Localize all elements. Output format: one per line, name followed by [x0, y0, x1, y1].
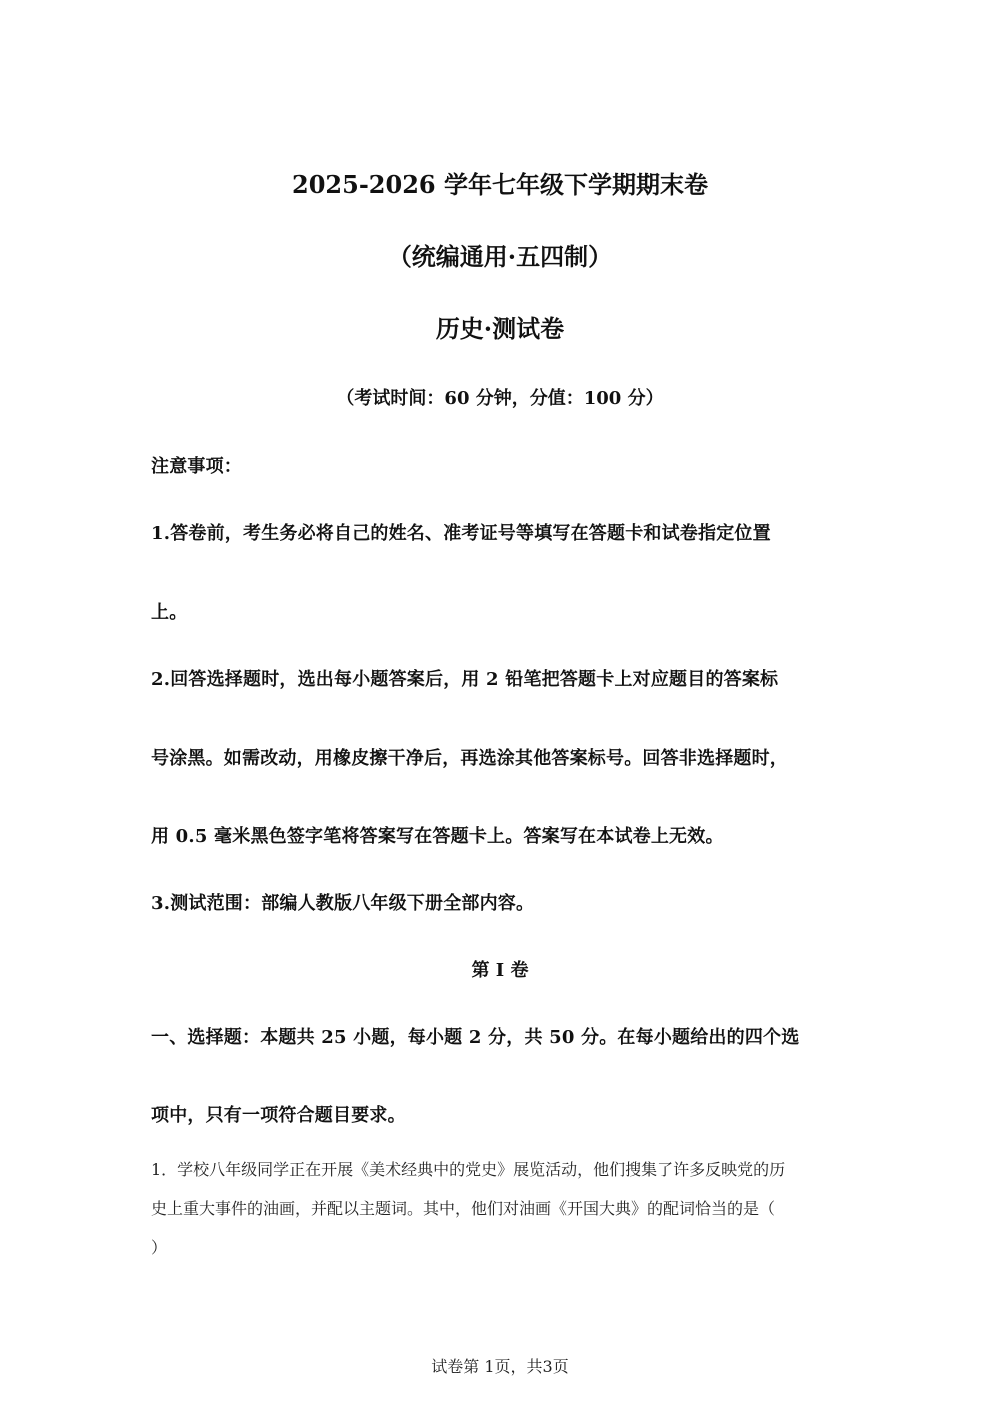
- section-instructions-line-1: 一、选择题：本题共 25 小题，每小题 2 分，共 50 分。在每小题给出的四个选: [151, 1027, 800, 1048]
- note-item-1-line-1: 1.答卷前，考生务必将自己的姓名、准考证号等填写在答题卡和试卷指定位置: [151, 523, 771, 544]
- section-instructions-line-2: 项中，只有一项符合题目要求。: [151, 1105, 406, 1126]
- question-1-line-1: 1．学校八年级同学正在开展《美术经典中的党史》展览活动，他们搜集了许多反映党的历: [151, 1160, 786, 1179]
- note-item-2-line-1: 2.回答选择题时，选出每小题答案后，用 2 铅笔把答题卡上对应题目的答案标: [151, 669, 779, 690]
- exam-subtitle: （统编通用·五四制）: [387, 242, 613, 271]
- exam-subject: 历史·测试卷: [435, 314, 565, 343]
- volume-heading: 第 I 卷: [471, 960, 529, 981]
- note-item-2-line-2: 号涂黑。如需改动，用橡皮擦干净后，再选涂其他答案标号。回答非选择题时，: [151, 748, 788, 769]
- exam-time-info: （考试时间：60 分钟，分值：100 分）: [336, 388, 664, 409]
- question-1-line-3: ）: [151, 1238, 168, 1257]
- exam-title: 2025-2026 学年七年级下学期期末卷: [292, 170, 708, 199]
- question-1-line-2: 史上重大事件的油画，并配以主题词。其中，他们对油画《开国大典》的配词恰当的是（: [151, 1199, 776, 1218]
- note-item-1-line-2: 上。: [151, 602, 188, 623]
- note-item-2-line-3: 用 0.5 毫米黑色签字笔将答案写在答题卡上。答案写在本试卷上无效。: [151, 826, 724, 847]
- notes-heading: 注意事项：: [151, 456, 242, 477]
- page-footer: 试卷第 1页，共3页: [431, 1357, 569, 1376]
- note-item-3: 3.测试范围：部编人教版八年级下册全部内容。: [151, 893, 535, 914]
